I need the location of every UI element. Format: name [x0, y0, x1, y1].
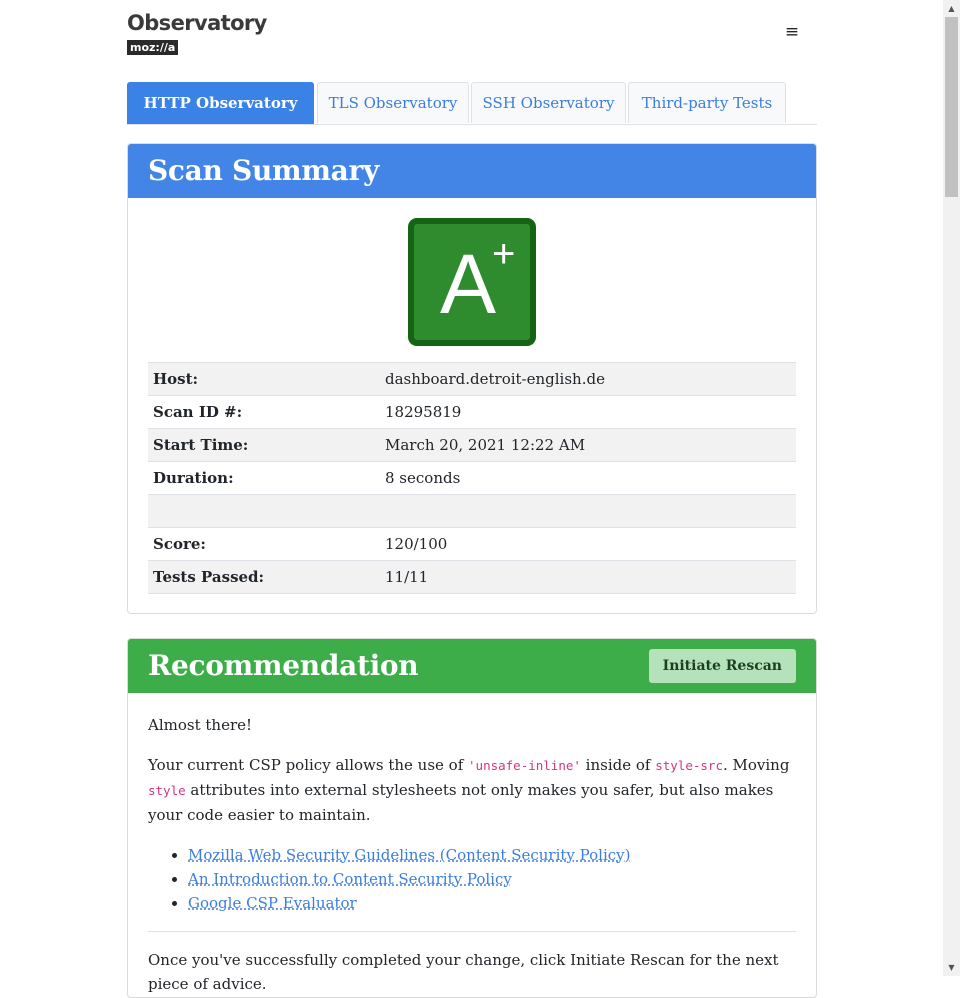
- grade-letter: A: [440, 237, 497, 331]
- divider: [148, 931, 796, 932]
- recommendation-body: [128, 693, 816, 996]
- row-key: Start Time:: [153, 436, 249, 454]
- scroll-down-arrow-icon[interactable]: ▼: [948, 963, 955, 972]
- table-row-scan-id: [148, 396, 796, 429]
- code-style: style: [148, 783, 186, 798]
- recommendation-links: [148, 843, 796, 915]
- link-csp-introduction[interactable]: An Introduction to Content Security Policy: [188, 870, 512, 888]
- list-item: [188, 843, 796, 867]
- recommendation-outro: Once you've successfully completed your change, click Initiate Rescan for the next piece of advice.: [148, 951, 779, 993]
- scan-summary-title: Scan Summary: [148, 154, 379, 187]
- list-item: [188, 891, 796, 915]
- hamburger-menu-icon[interactable]: ≡: [784, 22, 800, 42]
- table-row-empty: [148, 495, 796, 528]
- row-value: March 20, 2021 12:22 AM: [385, 436, 586, 454]
- table-row-duration: [148, 462, 796, 495]
- table-row-tests-passed: [148, 561, 796, 594]
- scroll-up-arrow-icon[interactable]: ▲: [948, 4, 955, 13]
- recommendation-card: [127, 638, 817, 998]
- row-value: dashboard.detroit-english.de: [385, 370, 605, 388]
- row-key: Host:: [153, 370, 199, 388]
- scan-summary-card: [127, 143, 817, 614]
- tab-third-party-tests[interactable]: Third-party Tests: [628, 82, 786, 123]
- row-key: Duration:: [153, 469, 234, 487]
- recommendation-title: Recommendation: [148, 649, 419, 682]
- tab-tls-observatory[interactable]: TLS Observatory: [317, 82, 469, 123]
- tab-ssh-observatory[interactable]: SSH Observatory: [471, 82, 626, 123]
- observatory-logo[interactable]: [127, 10, 267, 55]
- initiate-rescan-button[interactable]: Initiate Rescan: [649, 649, 796, 683]
- row-value: 8 seconds: [385, 469, 461, 487]
- table-row-score: [148, 528, 796, 561]
- table-row-host: [148, 363, 796, 396]
- tab-http-observatory[interactable]: HTTP Observatory: [127, 82, 314, 124]
- recommendation-intro: Almost there!: [148, 716, 253, 734]
- row-value: 11/11: [385, 568, 429, 586]
- page-scrollbar[interactable]: [943, 0, 960, 976]
- code-unsafe-inline: 'unsafe-inline': [468, 758, 581, 773]
- logo-title: Observatory: [127, 11, 267, 35]
- recommendation-text: Your current CSP policy allows the use of 'unsafe-inline' inside of style-src. Moving style attributes into external stylesheets not only makes you safer, but also makes your code easier to maintain.: [148, 756, 790, 824]
- recommendation-header: [128, 639, 816, 693]
- mozilla-wordmark: moz://a: [127, 40, 178, 55]
- row-key: Tests Passed:: [153, 568, 265, 586]
- list-item: [188, 867, 796, 891]
- link-mozilla-guidelines[interactable]: Mozilla Web Security Guidelines (Content Security Policy): [188, 846, 631, 864]
- row-key: Score:: [153, 535, 206, 553]
- table-row-start-time: [148, 429, 796, 462]
- link-google-csp-evaluator[interactable]: Google CSP Evaluator: [188, 894, 357, 912]
- row-key: Scan ID #:: [153, 403, 243, 421]
- code-style-src: style-src: [655, 758, 723, 773]
- observatory-tabs: [127, 82, 817, 125]
- row-value: 120/100: [385, 535, 448, 553]
- grade-badge: [408, 218, 536, 346]
- scrollbar-thumb[interactable]: [945, 17, 958, 197]
- scan-summary-table: [148, 362, 796, 594]
- row-value: 18295819: [385, 403, 462, 421]
- grade-modifier: +: [492, 232, 516, 276]
- scan-summary-header: [128, 144, 816, 198]
